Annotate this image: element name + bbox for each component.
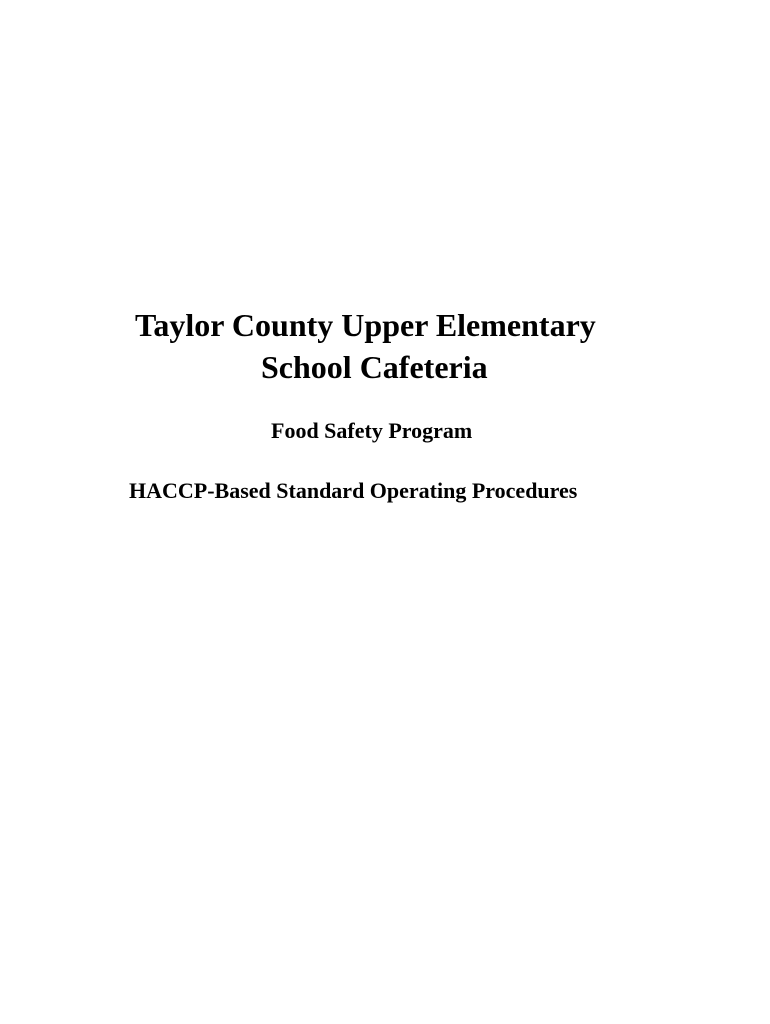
document-title-line-1: Taylor County Upper Elementary — [135, 307, 596, 343]
document-title-line-2: School Cafeteria — [261, 349, 488, 385]
document-subtitle-2: HACCP-Based Standard Operating Procedures — [129, 478, 578, 503]
document-subtitle: Food Safety Program — [271, 418, 473, 443]
